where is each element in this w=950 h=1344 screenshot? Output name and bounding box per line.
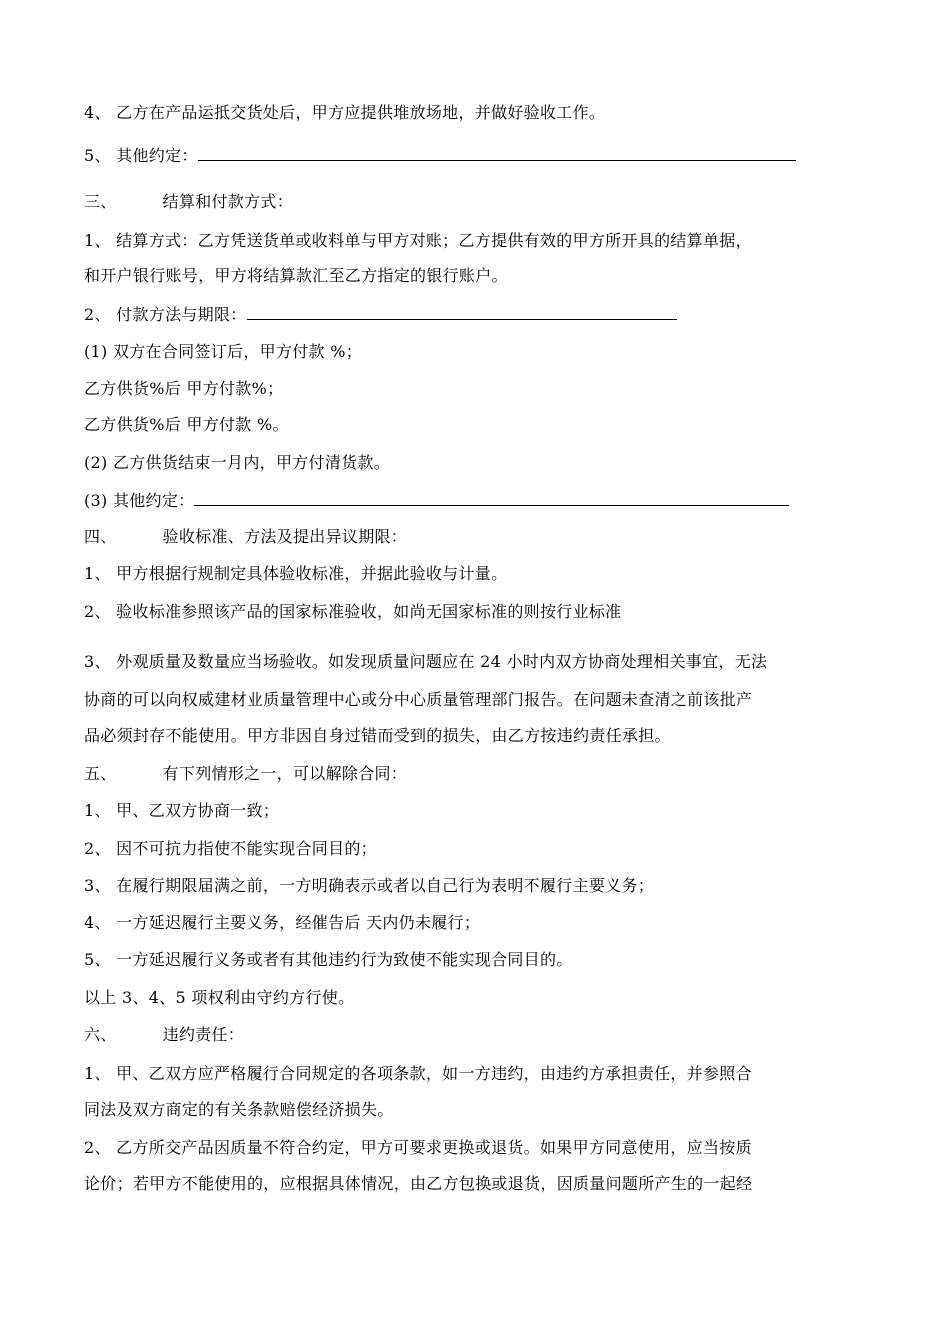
clause-payment-terms xyxy=(84,304,677,325)
section-number: 五、 xyxy=(84,764,117,783)
section-title: 验收标准、方法及提出异议期限： xyxy=(162,527,408,546)
payment-item-2: (2) 乙方供货结束一月内，甲方付清货款。 xyxy=(84,453,391,472)
termination-note: 以上 3、4、5 项权利由守约方行使。 xyxy=(84,988,355,1007)
payment-item-3 xyxy=(84,490,789,511)
termination-item-2: 2、 因不可抗力指使不能实现合同目的； xyxy=(84,839,377,858)
liability-clause-1-cont: 同法及双方商定的有关条款赔偿经济损失。 xyxy=(84,1100,394,1119)
termination-item-4: 4、 一方延迟履行主要义务，经催告后 天内仍未履行； xyxy=(84,913,481,932)
section-number: 三、 xyxy=(84,192,117,211)
section-4-heading xyxy=(84,527,407,547)
termination-item-3: 3、 在履行期限届满之前，一方明确表示或者以自己行为表明不履行主要义务； xyxy=(84,876,655,895)
clause-other-agreement xyxy=(84,145,796,166)
blank-line xyxy=(194,490,789,506)
clause-settlement-cont: 和开户银行账号，甲方将结算款汇至乙方指定的银行账户。 xyxy=(84,266,508,285)
payment-item-1: (1) 双方在合同签订后，甲方付款 %； xyxy=(84,342,363,361)
section-title: 结算和付款方式： xyxy=(162,192,294,211)
section-number: 四、 xyxy=(84,527,117,546)
section-title: 违约责任： xyxy=(162,1025,245,1044)
section-number: 六、 xyxy=(84,1025,117,1044)
clause-inspection-3: 3、 外观质量及数量应当场验收。如发现质量问题应在 24 小时内双方协商处理相关事宜，无法 xyxy=(84,652,768,671)
termination-item-1: 1、 甲、乙双方协商一致； xyxy=(84,801,280,820)
section-5-heading xyxy=(84,764,407,784)
liability-clause-1: 1、 甲、乙双方应严格履行合同规定的各项条款，如一方违约，由违约方承担责任，并参照合 xyxy=(84,1064,752,1083)
clause-label: 2、 付款方法与期限： xyxy=(84,305,247,324)
clause-settlement: 1、 结算方式：乙方凭送货单或收料单与甲方对账；乙方提供有效的甲方所开具的结算单据， xyxy=(84,231,752,250)
payment-item-1c: 乙方供货%后 甲方付款 %。 xyxy=(84,415,289,434)
payment-item-1b: 乙方供货%后 甲方付款%； xyxy=(84,379,284,398)
blank-line xyxy=(247,304,677,320)
clause-label: 5、 其他约定： xyxy=(84,146,198,165)
section-title: 有下列情形之一，可以解除合同： xyxy=(162,764,408,783)
termination-item-5: 5、 一方延迟履行义务或者有其他违约行为致使不能实现合同目的。 xyxy=(84,950,573,969)
liability-clause-2-cont: 论价；若甲方不能使用的，应根据具体情况，由乙方包换或退货，因质量问题所产生的一起经 xyxy=(84,1174,753,1193)
clause-inspection-3-cont2: 品必须封存不能使用。甲方非因自身过错而受到的损失，由乙方按违约责任承担。 xyxy=(84,726,671,745)
blank-line xyxy=(198,145,796,161)
section-6-heading xyxy=(84,1025,244,1045)
liability-clause-2: 2、 乙方所交产品因质量不符合约定，甲方可要求更换或退货。如果甲方同意使用，应当按质 xyxy=(84,1138,752,1157)
section-3-heading xyxy=(84,192,293,212)
clause-inspection-3-cont: 协商的可以向权威建材业质量管理中心或分中心质量管理部门报告。在问题未查清之前该批产 xyxy=(84,690,753,709)
clause-inspection-2: 2、 验收标准参照该产品的国家标准验收，如尚无国家标准的则按行业标准 xyxy=(84,602,622,621)
clause-delivery-storage: 4、 乙方在产品运抵交货处后，甲方应提供堆放场地，并做好验收工作。 xyxy=(84,103,606,122)
clause-inspection-1: 1、 甲方根据行规制定具体验收标准，并据此验收与计量。 xyxy=(84,564,508,583)
clause-label: (3) 其他约定： xyxy=(84,491,195,510)
